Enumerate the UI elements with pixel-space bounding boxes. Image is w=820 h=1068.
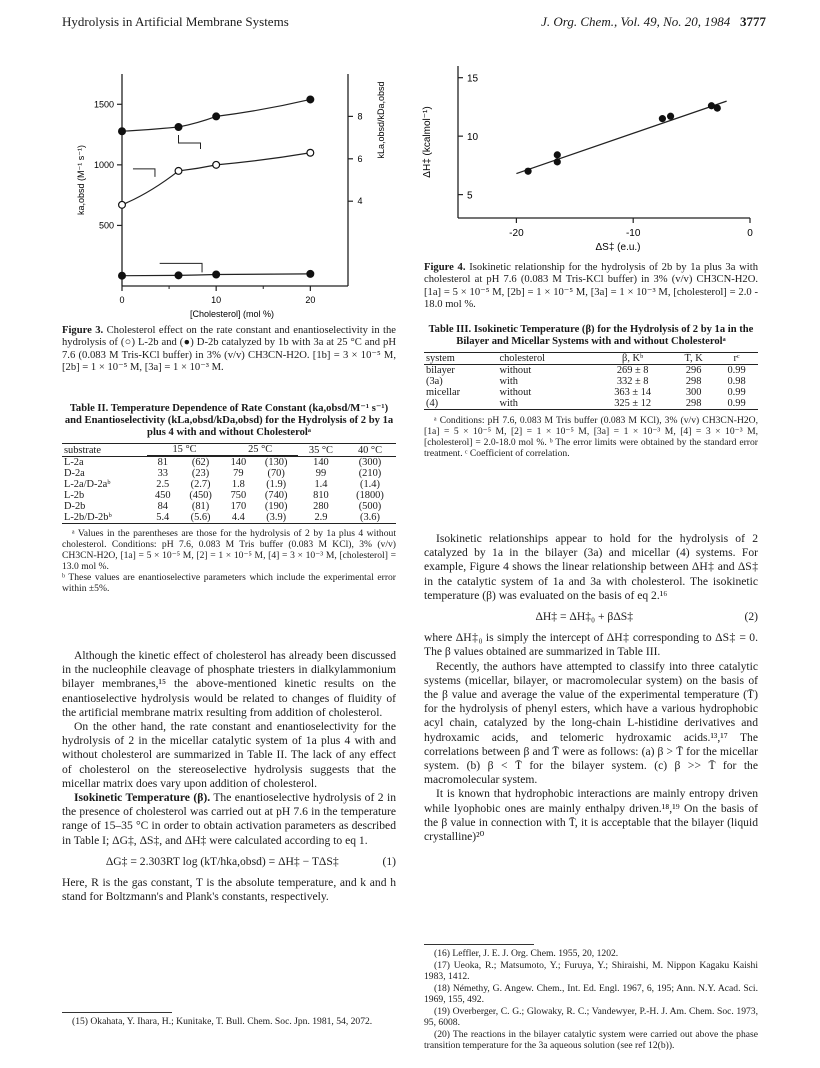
- table-header-cell: rᶜ: [733, 353, 740, 365]
- figure-4-caption-label: Figure 4.: [424, 262, 466, 273]
- open-circle-point: [213, 161, 220, 168]
- table-cell: 0.98: [727, 376, 746, 388]
- left-paragraph-3: [62, 791, 396, 848]
- table-cell: (3.6): [360, 511, 380, 523]
- y-tick-label-left: 1000: [93, 159, 114, 170]
- table-2-col-40: 40 °C: [344, 443, 396, 456]
- table-row: [62, 490, 396, 501]
- left-references: [62, 1016, 396, 1028]
- table-2-col-35: 35 °C: [298, 443, 344, 456]
- x-tick-label: 0: [119, 295, 125, 305]
- table-cell: (5.6): [190, 511, 211, 523]
- table-cell: (1.4): [360, 478, 380, 490]
- axis-indicator-right: [179, 135, 201, 149]
- table-cell: (740): [264, 489, 288, 501]
- fig3-xlabel: [Cholesterol] (mol %): [189, 309, 275, 319]
- footnote-rule-right: [424, 944, 534, 945]
- table-cell: (2.7): [190, 478, 211, 490]
- axis-indicator-left: [133, 169, 155, 177]
- table-row: [424, 398, 758, 410]
- table-cell: L-2a: [64, 456, 84, 468]
- right-paragraph-4: It is known that hydrophobic interactions are mainly entropy driven while lyophobic ones are mainly enthalpy driven.¹⁸,¹⁹ On the basis of the β value in connection with T̄, it is acceptable that the bilayer (liquid crystalline)²⁰: [424, 787, 758, 844]
- left-paragraph-1: Although the kinetic effect of cholesterol has already been discussed in the nucleophile cleavage of phosphate triesters in dialkylammonium bilayer membranes,¹⁵ the above-mentioned kinetic results on the enantioselective hydrolysis would be related to changes of fluidity of the artificial membrane matrix resulting from addition of cholesterol.: [62, 649, 396, 719]
- y-tick-label-left: 1500: [93, 99, 114, 110]
- equation-2-number: (2): [744, 610, 758, 624]
- filled-circle-point: [667, 113, 674, 120]
- fig3-series-line: [122, 153, 310, 205]
- x-tick-label: 0: [747, 228, 753, 239]
- table-cell: 0.99: [727, 398, 746, 410]
- y-tick-label-right: 4: [357, 196, 363, 207]
- table-header-cell: system: [426, 353, 455, 365]
- y-tick-label-left: 500: [98, 220, 114, 231]
- table-row: [62, 456, 396, 468]
- table-cell: (300): [358, 456, 382, 468]
- figure-4-caption-text: Isokinetic relationship for the hydrolysis of 2b by 1a plus 3a with cholesterol at pH 7.6 (0.083 M Tris-KCl buffer) in 3% (v/v) CH3CN-H2O. [1a] = 5 × 10⁻⁵ M, [2b] = 1 × 10⁻⁵ M, [3a] = 1 × 10⁻³ M, [cholesterol] = 2.0 - 18.0 mol %.: [424, 262, 758, 311]
- table-cell: L-2b: [64, 489, 85, 501]
- table-cell: 269 ± 8: [616, 365, 649, 377]
- table-cell: (70): [267, 467, 285, 479]
- fig3-ylabel-left: ka,obsd (M⁻¹ s⁻¹): [76, 144, 86, 216]
- table-cell: (23): [191, 467, 210, 479]
- table-cell: L-2a/D-2aᵇ: [64, 478, 111, 490]
- table-2-footnote-b: ᵇ These values are enantioselective parameters which include the experimental error within ±5%.: [62, 571, 396, 594]
- table-cell: 0.99: [727, 365, 746, 377]
- fig4-axes: [458, 66, 750, 218]
- reference: (19) Overberger, C. G.; Glowaky, R. C.; Vandewyer, P.-H. J. Am. Chem. Soc. 1973, 95, 6008.: [424, 1006, 758, 1028]
- fig3-marks: [119, 96, 314, 279]
- fig3-ylabel-right: kLa,obsd/kDa,obsd: [376, 81, 386, 159]
- table-cell: L-2b/D-2bᵇ: [64, 511, 112, 523]
- table-row: [424, 376, 758, 387]
- section-heading-isokinetic: Isokinetic Temperature (β).: [74, 791, 211, 805]
- y-tick-label: 15: [467, 73, 479, 85]
- reference: (20) The reactions in the bilayer catalytic system were carried out above the phase transition temperature for the 3a aqueous solution (see ref 12(b)).: [424, 1029, 758, 1051]
- reference: (18) Némethy, G. Angew. Chem., Int. Ed. Engl. 1967, 6, 195; Ann. N.Y. Acad. Sci. 1969, 155, 492.: [424, 983, 758, 1005]
- table-cell: (190): [264, 500, 288, 512]
- equation-1-formula: ΔG‡ = 2.303RT log (kT/hka,obsd) = ΔH‡ − TΔS‡: [105, 854, 339, 868]
- table-cell: 5.4: [156, 511, 170, 523]
- page-number: 3777: [740, 14, 766, 29]
- open-circle-point: [307, 149, 314, 156]
- table-cell: (81): [191, 500, 210, 512]
- left-paragraph-3-text: The enantioselective hydrolysis of 2 in the presence of cholesterol was carried out at pH 7.6 in the temperature range of 15–35 °C in order to obtain activation parameters as described in Table I; ΔG‡, ΔS‡, and ΔH‡ were calculated according to eq 1.: [62, 791, 397, 847]
- table-cell: 79: [233, 467, 244, 479]
- filled-circle-point: [119, 128, 126, 135]
- fig3-axes: [122, 74, 348, 286]
- x-tick-label: -20: [509, 228, 524, 239]
- right-paragraph-3: Recently, the authors have attempted to classify into three catalytic systems (micellar, bilayer, or macromolecular system) on the basis of the β value and average the value of the experimental temperature (T̄) for the hydrolysis of phenyl esters, which have a various hydrophobic acyl chain, catalyzed by the long-chain L-histidine derivatives and hydroxamic acids, and telomeric hydroxamic acids.¹³,¹⁷ The correlations between β and T̄ were as follows: (a) β > T̄ for the micellar system. (b) β < T̄ for the bilayer system. (c) β >> T̄ for the macromolecular system.: [424, 659, 758, 787]
- table-cell: 4.4: [231, 511, 245, 523]
- table-cell: bilayer: [426, 365, 455, 377]
- table-header-cell: cholesterol: [499, 353, 546, 365]
- open-circle-point: [119, 201, 126, 208]
- figure-3-chart: [62, 60, 402, 322]
- table-cell: 325 ± 12: [614, 398, 652, 410]
- table-cell: 0.99: [727, 387, 746, 399]
- table-cell: (450): [189, 489, 212, 501]
- table-cell: with: [499, 376, 518, 388]
- table-header-cell: β, Kᵇ: [622, 353, 644, 365]
- table-3-block: [424, 324, 758, 459]
- figure-3-caption-label: Figure 3.: [62, 325, 104, 336]
- table-cell: without: [499, 365, 532, 377]
- right-references: [424, 948, 758, 1052]
- y-tick-label: 5: [467, 190, 473, 202]
- fig4-ylabel: ΔH‡ (kcalmol⁻¹): [422, 106, 433, 178]
- table-cell: 280: [313, 500, 329, 512]
- footnote-rule-left: [62, 1012, 172, 1013]
- filled-circle-point: [213, 113, 220, 120]
- table-3-footnote: ᵃ Conditions: pH 7.6, 0.083 M Tris buffer (0.083 M KCl), 3% (v/v) CH3CN-H2O, [1a] = 5 × 10⁻⁵ M, [2] = 1 × 10⁻⁵ M, [3a] = 1 × 10⁻³ M, [4] = 3 × 10⁻³ M, [cholesterol] = 2.0-18.0 mol %. ᵇ The error limits were obtained by the standard error treatment. ᶜ Coefficient of correlation.: [424, 415, 758, 460]
- table-2-col-15: 15 °C: [147, 443, 223, 455]
- table-cell: 81: [157, 456, 168, 468]
- filled-circle-point: [213, 271, 220, 278]
- table-cell: D-2a: [64, 467, 85, 479]
- table-cell: (62): [191, 456, 210, 468]
- table-cell: (3a): [426, 376, 443, 388]
- table-cell: (4): [426, 398, 439, 410]
- filled-circle-point: [554, 158, 561, 165]
- x-tick-label: -10: [625, 228, 641, 239]
- equation-1-number: (1): [382, 854, 396, 868]
- table-row: [62, 501, 396, 512]
- table-2: [62, 443, 396, 524]
- right-paragraph-1: Isokinetic relationships appear to hold for the hydrolysis of 2 catalyzed by 1a in the bilayer (3a) and micellar (4) systems. For example, Figure 4 shows the linear relationship between ΔH‡ and ΔS‡ in the catalytic system of 1a and 3a with cholesterol. The isokinetic temperature (β) was evaluated on the basis of eq 2.¹⁶: [424, 532, 758, 602]
- table-2-block: [62, 403, 396, 594]
- fig4-xlabel: ΔS‡ (e.u.): [595, 242, 641, 253]
- table-cell: 296: [685, 365, 702, 377]
- figure-3-caption: [62, 325, 396, 375]
- reference: (16) Leffler, J. E. J. Org. Chem. 1955, 20, 1202.: [434, 948, 619, 959]
- table-2-footnote-a: ᵃ Values in the parentheses are those for the hydrolysis of 2 by 1a plus 4 without cholesterol. Conditions: pH 7.6, 0.083 M Tris buffer (0.083 M KCl), 3% (v/v) CH3CN-H2O, [1a] = 5 × 10⁻⁵ M, [2] = 1 × 10⁻⁵ M, [4] = 3 × 10⁻³ M, [cholesterol] = 13.0 mol %.: [62, 527, 396, 572]
- table-cell: 363 ± 14: [614, 387, 652, 399]
- x-tick-label: 10: [211, 295, 222, 305]
- table-cell: 810: [313, 489, 329, 501]
- filled-circle-point: [554, 151, 561, 158]
- figure-3-caption-text: Cholesterol effect on the rate constant and enantioselectivity in the hydrolysis of (○) L-2b and (●) D-2b catalyzed by 1b with 3a at 25 °C and pH 7.6 (0.083 M Tris-KCl buffer) in 3% (v/v) CH3CN-H2O. [1b] = 3 × 10⁻⁵ M, [2b] = 1 × 10⁻⁵ M, [3a] = 1 × 10⁻³ M.: [62, 325, 396, 374]
- table-2-col-25: 25 °C: [222, 443, 298, 455]
- equation-2-formula: ΔH‡ = ΔH‡₀ + βΔS‡: [535, 610, 634, 624]
- x-tick-label: 20: [305, 295, 316, 305]
- table-header-cell: T̄, K: [684, 353, 703, 365]
- y-tick-label: 10: [467, 132, 479, 144]
- y-tick-label-right: 8: [357, 111, 363, 122]
- table-cell: 750: [230, 489, 247, 501]
- table-cell: (1800): [356, 489, 384, 501]
- table-cell: 84: [157, 500, 168, 512]
- left-paragraph-2: On the other hand, the rate constant and enantioselectivity for the hydrolysis of 2 in the micellar catalytic system of 1a plus 4 with and without cholesterol are summarized in Table II. The lack of any effect of cholesterol on the stereoselective hydrolysis suggests that the micellar matrix does vary upon addition of cholesterol.: [62, 720, 396, 790]
- table-cell: 298: [685, 398, 702, 410]
- y-tick-label-right: 6: [357, 153, 363, 164]
- table-row: [424, 365, 758, 377]
- filled-circle-point: [524, 168, 531, 175]
- table-cell: 2.5: [156, 478, 170, 490]
- table-row: [424, 387, 758, 398]
- table-cell: without: [499, 387, 532, 399]
- table-cell: (500): [358, 500, 382, 512]
- left-body-text: [62, 649, 396, 904]
- filled-circle-point: [119, 272, 126, 279]
- table-cell: (3.9): [266, 511, 287, 523]
- filled-circle-point: [714, 104, 721, 111]
- table-cell: (130): [264, 456, 288, 468]
- axis-indicator-left-2: [160, 263, 202, 272]
- running-header-left: Hydrolysis in Artificial Membrane Systems: [62, 14, 289, 29]
- filled-circle-point: [307, 96, 314, 103]
- equation-1: [62, 848, 396, 876]
- table-cell: 300: [685, 387, 702, 399]
- reference: (17) Ueoka, R.; Matsumoto, Y.; Furuya, Y.; Shiraishi, M. Nippon Kagaku Kaishi 1983, 1412.: [424, 960, 758, 982]
- left-paragraph-4: Here, R is the gas constant, T is the absolute temperature, and k and h stand for Boltzmann's and Plank's constants, respectively.: [62, 876, 396, 904]
- table-2-title: Table II. Temperature Dependence of Rate Constant (ka,obsd/M⁻¹ s⁻¹) and Enantioselectivity (kLa,obsd/kDa,obsd) for the Hydrolysis of 2 by 1a plus 4 with and without Cholesterolᵃ: [64, 403, 394, 439]
- journal-citation: J. Org. Chem., Vol. 49, No. 20, 1984: [541, 14, 731, 29]
- table-cell: micellar: [426, 387, 461, 399]
- table-cell: 298: [685, 376, 702, 388]
- fig4-marks: [516, 101, 726, 175]
- table-2-col-substrate: substrate: [62, 443, 147, 456]
- table-cell: 99: [315, 467, 327, 479]
- table-row: [62, 479, 396, 490]
- equation-2: [424, 603, 758, 631]
- table-cell: 2.9: [314, 511, 328, 523]
- right-body-text: [424, 532, 758, 844]
- table-cell: (1.9): [266, 478, 287, 490]
- reference-15: (15) Okahata, Y. Ihara, H.; Kunitake, T. Bull. Chem. Soc. Jpn. 1981, 54, 2072.: [72, 1016, 373, 1027]
- table-cell: D-2b: [64, 500, 86, 512]
- table-cell: with: [499, 398, 518, 410]
- table-cell: 1.8: [231, 478, 245, 490]
- table-3-title: Table III. Isokinetic Temperature (β) for the Hydrolysis of 2 by 1a in the Bilayer and Micellar Systems with and without Cholesterolᵃ: [428, 324, 754, 348]
- table-cell: 140: [313, 456, 329, 468]
- table-cell: 450: [154, 489, 171, 501]
- open-circle-point: [175, 168, 182, 175]
- figure-4-caption: [424, 262, 758, 312]
- table-cell: 140: [230, 456, 247, 468]
- table-cell: 33: [157, 467, 168, 479]
- table-row: [62, 468, 396, 479]
- filled-circle-point: [175, 272, 182, 279]
- right-paragraph-2: where ΔH‡₀ is simply the intercept of ΔH‡ corresponding to ΔS‡ = 0. The β values obtained are summarized in Table III.: [424, 631, 758, 659]
- filled-circle-point: [659, 115, 666, 122]
- filled-circle-point: [307, 270, 314, 277]
- fig4-fit-line: [516, 101, 726, 173]
- table-cell: (210): [358, 467, 382, 479]
- table-cell: 1.4: [314, 478, 328, 490]
- running-header-right: [541, 14, 766, 30]
- filled-circle-point: [175, 124, 182, 131]
- figure-4-chart: [418, 58, 758, 258]
- table-cell: 170: [230, 500, 247, 512]
- table-3: [424, 352, 758, 410]
- table-row: [62, 512, 396, 524]
- table-cell: 332 ± 8: [616, 376, 649, 388]
- fig4-ticks: [458, 74, 753, 239]
